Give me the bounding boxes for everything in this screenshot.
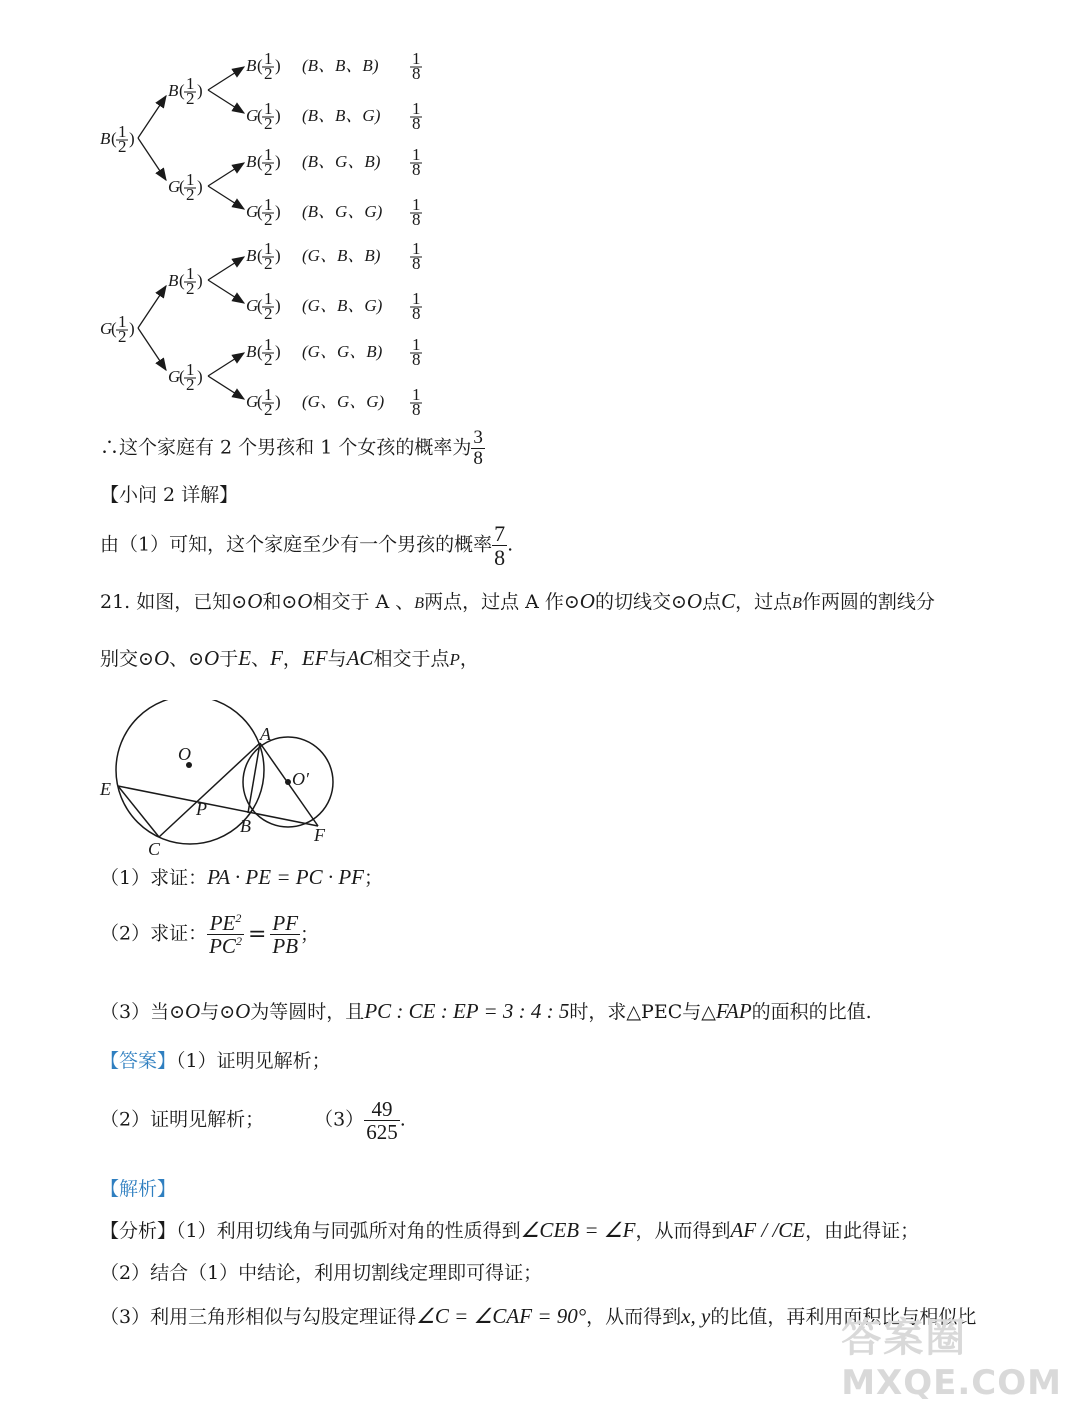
tree-leaf-1-1-0-letter: B: [246, 342, 257, 361]
tree-leaf-1-0-0-outcome: (G、B、B): [302, 246, 381, 265]
tree-root-1-denominator: 2: [118, 327, 127, 346]
circle-symbol: ⊙: [670, 591, 687, 613]
watermark-line2: MXQE.COM: [841, 1363, 1062, 1403]
math-xy: x, y: [681, 1304, 711, 1328]
conclusion-text: ∴这个家庭有 2 个男孩和 1 个女孩的概率为: [100, 436, 472, 459]
exponent: 2: [235, 934, 242, 949]
tree-node-0-0-paren: (: [179, 81, 185, 100]
tree-node-0-1: [168, 170, 203, 204]
problem-text: 和: [262, 591, 282, 613]
tree-root-1-paren: (: [111, 319, 117, 338]
tree-leaf-0-1-1-prob-den: 8: [412, 210, 421, 229]
tree-node-1-0-letter: B: [168, 271, 179, 290]
tree-node-1-0-numerator: 1: [186, 264, 195, 283]
tree-node-0-0-denominator: 2: [186, 89, 195, 108]
question-text: 的面积的比值.: [751, 1001, 872, 1023]
problem-text: 、: [169, 648, 189, 670]
problem-text: 别交: [100, 648, 139, 670]
tree-leaf-1-1-0-denominator: 2: [264, 350, 273, 369]
question-label: （3）当: [100, 1001, 170, 1023]
q2-answer-line: [100, 522, 513, 569]
tree-edge-0-1-1: [208, 186, 244, 209]
question-3: [100, 998, 872, 1025]
fraction-PE2-PC2: [207, 912, 244, 957]
tree-leaf-1-1-1-prob-num: 1: [412, 385, 421, 404]
tree-leaf-0-0-1-paren: ): [275, 106, 281, 125]
math-E: E: [238, 646, 252, 670]
math-parallel: AF / /CE: [730, 1218, 806, 1242]
tree-leaf-1-0-0-numerator: 1: [264, 239, 273, 258]
tree-node-1-1-denominator: 2: [186, 375, 195, 394]
tree-leaf-1-0-0: [246, 239, 281, 273]
tree-leaf-1-1-1-prob-den: 8: [412, 400, 421, 419]
tree-node-0-0: [168, 74, 203, 108]
tree-leaf-1-0-0-denominator: 2: [264, 254, 273, 273]
tree-node-0-1-paren: (: [179, 177, 185, 196]
tree-root-0: [100, 122, 135, 156]
tree-node-1-0: [168, 264, 203, 298]
tree-leaf-0-0-1-paren: (: [257, 106, 263, 125]
problem-text: ，: [459, 648, 479, 670]
tree-leaf-1-1-1: [246, 385, 281, 419]
math-angle-equality: ∠CEB = ∠F: [520, 1218, 636, 1242]
punctuation: ；: [363, 867, 383, 889]
tree-leaf-1-1-1-denominator: 2: [264, 400, 273, 419]
tree-leaf-0-0-1: [246, 99, 281, 133]
tree-edge-root-0-1: [138, 138, 166, 180]
circle-symbol: ⊙: [188, 648, 205, 670]
tree-node-1-1-paren: ): [197, 367, 203, 386]
tree-leaf-0-1-1-outcome: (B、G、G): [302, 202, 383, 221]
tree-edge-1-1-1: [208, 376, 244, 399]
math-F: F: [270, 646, 283, 670]
tree-leaf-0-0-0-prob-num: 1: [412, 50, 421, 68]
tree-root-0-numerator: 1: [118, 122, 127, 141]
question-label: （1）求证：: [100, 867, 208, 889]
center-dot-O-prime: [285, 779, 291, 785]
tree-leaf-0-1-0-numerator: 1: [264, 145, 273, 164]
tree-leaf-1-0-1-outcome: (G、B、G): [302, 296, 383, 315]
analysis-text: 的比值，再利用面积比与相似比: [710, 1306, 977, 1328]
question-text: 与: [200, 1001, 220, 1023]
tree-node-0-1-denominator: 2: [186, 185, 195, 204]
tree-node-1-0-paren: (: [179, 271, 185, 290]
tree-root-0-denominator: 2: [118, 137, 127, 156]
exponent: 2: [235, 911, 242, 925]
label-A: A: [260, 724, 271, 744]
tree-node-1-0-paren: ): [197, 271, 203, 290]
tree-leaf-0-1-0-letter: B: [246, 152, 257, 171]
problem-text: 的切线交: [594, 591, 671, 613]
math-EF: EF: [301, 646, 328, 670]
question-2: [100, 912, 319, 957]
tree-leaf-0-0-0-denominator: 2: [264, 64, 273, 83]
tree-leaf-0-1-0: [246, 145, 281, 179]
analysis-text: ，从而得到: [586, 1306, 682, 1328]
problem-text: 与: [327, 648, 347, 670]
math-O: O: [579, 589, 595, 613]
question-text: 为等圆时，且: [250, 1001, 365, 1023]
q2-fraction: [492, 522, 507, 569]
tree-leaf-1-0-1-numerator: 1: [264, 289, 273, 308]
label-P: P: [196, 799, 207, 819]
tree-leaf-0-0-0-paren: ): [275, 56, 281, 75]
tree-leaf-0-1-1-paren: ): [275, 202, 281, 221]
problem-21-line1: [100, 588, 935, 617]
tree-node-0-1-paren: ): [197, 177, 203, 196]
circle-symbol: ⊙: [219, 1001, 236, 1023]
question-1: [100, 864, 383, 891]
analysis-heading: 【解析】: [100, 1178, 177, 1200]
tree-leaf-0-0-0-prob-den: 8: [412, 64, 421, 83]
fraction-numerator: PF: [272, 911, 299, 935]
analysis-line-1: [100, 1217, 919, 1244]
tree-leaf-1-0-1-paren: ): [275, 296, 281, 315]
tree-root-0-paren: ): [129, 129, 135, 148]
tree-leaf-1-0-1-paren: (: [257, 296, 263, 315]
problem-text: 、: [251, 648, 271, 670]
fraction-numerator: PE: [209, 911, 236, 935]
answer-line-2: [100, 1098, 406, 1143]
problem-text: 点: [702, 591, 722, 613]
analysis-line-2: （2）结合（1）中结论，利用切割线定理即可得证；: [100, 1262, 543, 1284]
tree-edge-0-1-0: [208, 163, 244, 186]
answer-text: （1）证明见解析；: [176, 1050, 331, 1072]
tree-leaf-1-1-0: [246, 335, 281, 369]
math-B: B: [792, 595, 802, 612]
tree-leaf-0-1-0-paren: (: [257, 152, 263, 171]
period: .: [507, 533, 514, 556]
tree-leaf-0-1-1-denominator: 2: [264, 210, 273, 229]
watermark-line1: 答案圈: [841, 1315, 968, 1361]
tree-leaf-1-0-0-letter: B: [246, 246, 257, 265]
tree-edge-root-0-0: [138, 96, 166, 138]
math-right-angle: ∠C = ∠CAF = 90°: [416, 1304, 587, 1328]
equals-sign: =: [247, 921, 267, 947]
analysis-text: ，由此得证；: [805, 1220, 920, 1242]
conclusion-line: [100, 428, 485, 469]
problem-text: ，过点: [735, 591, 793, 613]
tree-edge-1-0-0: [208, 257, 244, 280]
conclusion-fraction: [471, 428, 485, 469]
tree-leaf-1-0-1: [246, 289, 281, 323]
geometry-figure: [96, 700, 346, 860]
question-label: （2）求证：: [100, 922, 208, 945]
circle-symbol: ⊙: [231, 591, 248, 613]
label-F: F: [314, 825, 325, 845]
tree-leaf-1-0-1-prob-den: 8: [412, 304, 421, 323]
tree-leaf-0-1-0-outcome: (B、G、B): [302, 152, 381, 171]
tree-leaf-1-0-1-denominator: 2: [264, 304, 273, 323]
tree-leaf-1-0-1-letter: G: [246, 296, 259, 315]
period: .: [399, 1108, 406, 1131]
tree-leaf-0-0-0-outcome: (B、B、B): [302, 56, 379, 75]
tree-leaf-1-0-0-paren: (: [257, 246, 263, 265]
analysis-text: （1）利用切线角与同弧所对角的性质得到: [176, 1220, 521, 1242]
question-text: 与: [682, 1001, 702, 1023]
tree-leaf-0-0-0: [246, 50, 281, 83]
label-C: C: [148, 839, 161, 859]
fraction-denominator: 8: [473, 447, 483, 469]
tree-leaf-1-1-0-numerator: 1: [264, 335, 273, 354]
tree-node-0-1-numerator: 1: [186, 170, 195, 189]
label-B: B: [240, 816, 251, 836]
math-O: O: [686, 589, 703, 613]
fraction-denominator: PB: [272, 934, 299, 959]
tree-leaf-0-1-0-denominator: 2: [264, 160, 273, 179]
tree-leaf-1-0-0-prob-den: 8: [412, 254, 421, 273]
math-O: O: [297, 589, 313, 613]
tree-leaf-1-1-1-letter: G: [246, 392, 259, 411]
tree-leaf-0-0-1-outcome: (B、B、G): [302, 106, 381, 125]
tree-leaf-0-1-1-prob-num: 1: [412, 195, 421, 214]
tree-root-1: [100, 312, 135, 346]
answer-text: （3）: [314, 1108, 365, 1131]
circle-symbol: ⊙: [563, 591, 580, 613]
math-O: O: [153, 646, 170, 670]
tree-leaf-0-0-1-prob-num: 1: [412, 99, 421, 118]
answer-fraction: [364, 1098, 400, 1143]
answer-tag: 【答案】: [100, 1050, 177, 1072]
tree-edge-0-0-0: [208, 67, 244, 90]
math-AC: AC: [346, 646, 374, 670]
math-O: O: [235, 999, 251, 1023]
tree-edge-root-1-0: [138, 286, 166, 328]
tree-leaf-0-1-0-paren: ): [275, 152, 281, 171]
tree-leaf-1-1-0-prob-num: 1: [412, 335, 421, 354]
analysis-text: （3）利用三角形相似与勾股定理证得: [100, 1306, 417, 1328]
tree-node-1-1-paren: (: [179, 367, 185, 386]
tree-node-1-1: [168, 360, 203, 394]
problem-text: 作两圆的割线分: [801, 591, 935, 613]
tree-leaf-1-1-0-paren: ): [275, 342, 281, 361]
tree-leaf-0-1-0-prob-num: 1: [412, 145, 421, 164]
circle-symbol: ⊙: [281, 591, 298, 613]
tree-leaf-1-0-0-prob-num: 1: [412, 239, 421, 258]
answer-text: （2）证明见解析；: [100, 1108, 265, 1131]
problem-text: 相交于 A 、: [312, 591, 415, 613]
tree-leaf-0-1-1-letter: G: [246, 202, 259, 221]
problem-text: 相交于点: [373, 648, 450, 670]
triangle-symbol: △: [701, 1001, 716, 1023]
q2-answer-text: 由（1）可知，这个家庭至少有一个男孩的概率: [100, 533, 493, 556]
tree-leaf-1-0-1-prob-num: 1: [412, 289, 421, 308]
tree-leaf-1-1-1-numerator: 1: [264, 385, 273, 404]
triangle-symbol: △: [626, 1001, 642, 1023]
answer-line-1: [100, 1048, 331, 1074]
math-O: O: [204, 646, 220, 670]
tree-node-0-0-letter: B: [168, 81, 179, 100]
label-O: O: [178, 744, 191, 764]
tree-leaf-0-1-1-numerator: 1: [264, 195, 273, 214]
fraction-denominator: 625: [366, 1120, 398, 1145]
segment-EF: [118, 786, 318, 826]
math-C: C: [721, 589, 736, 613]
tree-leaf-0-0-1-prob-den: 8: [412, 114, 421, 133]
tree-root-0-letter: B: [100, 129, 111, 148]
math-ratio: PC : CE : EP = 3 : 4 : 5: [364, 999, 570, 1023]
question-text: 时，求: [569, 1001, 627, 1023]
tree-root-1-letter: G: [100, 319, 113, 338]
tree-root-0-paren: (: [111, 129, 117, 148]
fraction-denominator: PC: [209, 934, 236, 959]
tree-leaf-0-0-0-letter: B: [246, 56, 257, 75]
tree-node-0-1-letter: G: [168, 177, 181, 196]
tree-edge-1-0-1: [208, 280, 244, 303]
tree-leaf-1-0-0-paren: ): [275, 246, 281, 265]
tree-node-1-1-letter: G: [168, 367, 181, 386]
tree-node-1-1-numerator: 1: [186, 360, 195, 379]
tree-leaf-0-0-1-denominator: 2: [264, 114, 273, 133]
tree-root-1-paren: ): [129, 319, 135, 338]
tree-leaf-0-1-1-paren: (: [257, 202, 263, 221]
watermark-logo: [841, 1306, 1062, 1403]
analysis-text: ，从而得到: [635, 1220, 731, 1242]
tree-leaf-0-0-1-numerator: 1: [264, 99, 273, 118]
tree-leaf-1-1-1-paren: (: [257, 392, 263, 411]
tree-leaf-0-1-0-prob-den: 8: [412, 160, 421, 179]
fraction-denominator: 8: [494, 545, 506, 571]
tree-root-1-numerator: 1: [118, 312, 127, 331]
math-B: B: [414, 595, 425, 612]
problem-21-line2: [100, 645, 479, 673]
probability-tree-diagram: [90, 50, 450, 420]
tree-leaf-0-0-0-paren: (: [257, 56, 263, 75]
label-E: E: [100, 779, 111, 799]
problem-text: 21. 如图，已知: [100, 591, 232, 613]
problem-text: ，: [282, 648, 302, 670]
tree-edge-0-0-1: [208, 90, 244, 113]
label-O-prime: O′: [292, 769, 309, 789]
tree-node-0-0-paren: ): [197, 81, 203, 100]
q2-heading: 【小问 2 详解】: [100, 484, 239, 506]
tree-leaf-0-0-0-numerator: 1: [264, 50, 273, 68]
analysis-tag: 【分析】: [100, 1220, 177, 1242]
tree-edge-1-1-0: [208, 353, 244, 376]
punctuation: ；: [300, 923, 320, 946]
tree-leaf-1-1-0-prob-den: 8: [412, 350, 421, 369]
math-expression: PA · PE = PC · PF: [207, 865, 364, 889]
math-O: O: [247, 589, 263, 613]
tree-leaf-1-1-1-paren: ): [275, 392, 281, 411]
math-P: P: [449, 650, 460, 669]
circle-symbol: ⊙: [169, 1001, 186, 1023]
tree-node-0-0-numerator: 1: [186, 74, 195, 93]
problem-text: 两点，过点 A 作: [424, 591, 564, 613]
tree-leaf-0-1-1: [246, 195, 281, 229]
tree-leaf-1-1-0-outcome: (G、G、B): [302, 342, 383, 361]
tree-leaf-1-1-0-paren: (: [257, 342, 263, 361]
fraction-numerator: 7: [494, 521, 506, 546]
triangle-FAP: FAP: [715, 999, 752, 1023]
tree-leaf-0-0-1-letter: G: [246, 106, 259, 125]
tree-leaf-1-1-1-outcome: (G、G、G): [302, 392, 385, 411]
fraction-PF-PB: [270, 912, 300, 957]
fraction-numerator: 3: [473, 427, 483, 448]
fraction-numerator: 49: [364, 1098, 400, 1121]
circle-symbol: ⊙: [138, 648, 154, 670]
tree-node-1-0-denominator: 2: [186, 279, 195, 298]
math-O: O: [185, 999, 201, 1023]
problem-text: 于: [219, 648, 239, 670]
triangle-PEC: PEC: [641, 1001, 683, 1023]
tree-edge-root-1-1: [138, 328, 166, 370]
